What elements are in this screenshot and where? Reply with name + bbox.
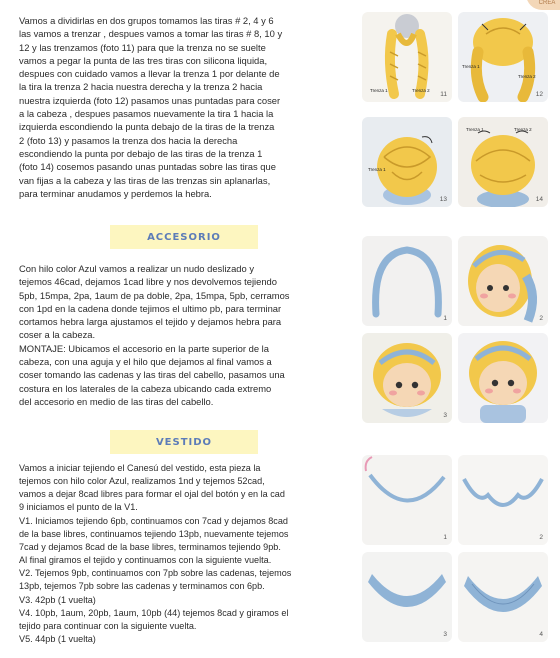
text-line: la tira la trenza 2 hacia nuestra derecha y la trenza 2 hacia	[19, 81, 263, 93]
photo-number: 13	[439, 196, 447, 203]
braid-illustration-icon	[458, 12, 548, 102]
photo-vestido-3	[362, 552, 452, 642]
photo-13-braid-bun	[362, 117, 452, 207]
braid-bun-icon	[362, 117, 452, 207]
text-line: despues con cuidado vamos a llevar la trenza 1 por delante de	[19, 68, 280, 80]
text-line: van fijas a la cabeza y las tiras de las trenzas sin aplanarlas,	[19, 174, 271, 186]
text-line: del accesorio en medio de las tiras del cabello.	[19, 395, 214, 407]
text-line: tejemos con hilo color Azul, realizamos 1nd y tejemos 52cad,	[19, 476, 265, 487]
photo-number: 12	[535, 91, 543, 98]
text-line: V1. Iniciamos tejiendo 6pb, continuamos con 7cad y dejamos 8cad	[19, 515, 288, 526]
vestido-paragraph	[19, 462, 354, 646]
yoke-chain-icon	[458, 455, 548, 545]
text-line: tejido para continuar con la siguiente vuelta.	[19, 620, 197, 631]
text-line: tejemos 46cad, dejamos 1cad libre y nos devolvemos tejiendo	[19, 276, 277, 288]
photo-vestido-4	[458, 552, 548, 642]
text-line: izquierda escondiendo la punta debajo de la tiras de la trenza	[19, 121, 275, 133]
photo-tag: Trenza 1	[466, 127, 484, 132]
intro-paragraph	[19, 14, 354, 200]
text-line: V3. 42pb (1 vuelta)	[19, 594, 96, 605]
text-line: escondiendo la punta por debajo de las tiras de la trenza 1	[19, 147, 263, 159]
photo-14-braid-finished	[458, 117, 548, 207]
photo-accesorio-4	[458, 333, 548, 423]
photo-vestido-2	[458, 455, 548, 545]
text-line: nuestra izquierda (foto 12) pasamos unas puntadas para coser	[19, 94, 281, 106]
text-line: a la cabeza , despues pasamos nuevamente la tira 1 hacia la	[19, 108, 274, 120]
photo-tag: Trenza 1	[370, 88, 388, 93]
photo-tag: Trenza 2	[518, 74, 536, 79]
photo-tag: Trenza 1	[462, 64, 480, 69]
headband-icon	[362, 236, 452, 326]
text-line: costura en los laterales de la cabeza ubicando cada extremo	[19, 382, 272, 394]
yoke-piece-icon	[458, 552, 548, 642]
photo-number: 4	[539, 631, 543, 638]
photo-number: 11	[440, 91, 447, 98]
yoke-chain-icon	[362, 455, 452, 545]
text-line: V5. 44pb (1 vuelta)	[19, 634, 96, 645]
photo-number: 1	[443, 315, 447, 322]
yoke-piece-icon	[362, 552, 452, 642]
photo-accesorio-2	[458, 236, 548, 326]
text-line: V4. 10pb, 1aum, 20pb, 1aum, 10pb (44) tejemos 8cad y giramos el	[19, 607, 289, 618]
section-title-accesorio: ACCESORIO	[110, 225, 258, 249]
doll-head-icon	[458, 236, 548, 326]
text-line: para terminar anudamos y perdemos la hebra.	[19, 187, 212, 199]
photo-12-braids-crossed	[458, 12, 548, 102]
photo-tag: Trenza 2	[412, 88, 430, 93]
text-line: 13pb, tejemos 7pb sobre las cadenas y terminamos con 6pb.	[19, 581, 265, 592]
photo-11-braids	[362, 12, 452, 102]
text-line: vamos a pegar la punta de las tres tiras con silicona liquida,	[19, 54, 268, 66]
text-line: 5pb, 15mpa, 2pa, 1aum de pa doble, 2pa, 15mpa, 5pb, cerramos	[19, 289, 290, 301]
photo-number: 2	[539, 534, 543, 541]
text-line: 9 iniciamos el punto de la V1.	[19, 502, 138, 513]
text-line: Al final giramos el tejido y continuamos con la siguiente vuelta.	[19, 555, 272, 566]
text-line: vamos a dejar 8cad libres para formar el ojal del botón y en la cad	[19, 489, 285, 500]
photo-vestido-1	[362, 455, 452, 545]
photo-number: 3	[443, 412, 447, 419]
photo-number: 3	[443, 631, 447, 638]
doll-head-icon	[458, 333, 548, 423]
photo-tag: Trenza 1	[368, 167, 386, 172]
text-line: con 1pd en la cadena donde tejimos el ultimo pb, para terminar	[19, 302, 282, 314]
text-line: coser a la cabeza.	[19, 329, 96, 341]
text-line: V2. Tejemos 9pb, continuamos con 7pb sobre las cadenas, tejemos	[19, 568, 292, 579]
section-title-vestido: VESTIDO	[110, 430, 258, 454]
text-line: Vamos a iniciar tejiendo el Canesú del vestido, esta pieza la	[19, 463, 261, 473]
text-line: las vamos a trenzar , despues vamos a tomar las tiras # 8, 10 y	[19, 28, 283, 40]
text-line: de la base libres, continuamos tejiendo 13pb, nuevamente tejemos	[19, 528, 289, 539]
text-line: 12 y las trenzamos (foto 11) para que la trenza no se suelte	[19, 41, 266, 53]
text-line: MONTAJE: Ubicamos el accesorio en la parte superior de la	[19, 342, 269, 354]
photo-number: 2	[539, 315, 543, 322]
photo-number: 14	[535, 196, 543, 203]
photo-number: 1	[443, 534, 447, 541]
text-line: cabeza, con una aguja y el hilo que dejamos al final vamos a	[19, 356, 272, 368]
photo-tag: Trenza 2	[514, 127, 532, 132]
text-line: Vamos a dividirlas en dos grupos tomamos las tiras # 2, 4 y 6	[19, 15, 274, 26]
text-line: 7cad y dejamos 8cad de la base libres, terminamos tejiendo 9pb.	[19, 541, 281, 552]
doll-head-icon	[362, 333, 452, 423]
text-line: coser tomando las cadenas y las tiras del cabello, pasamos una	[19, 369, 285, 381]
text-line: cortamos hebra larga ajustamos el tejido y dejamos hebra para	[19, 316, 282, 328]
corner-logo: CREA	[526, 0, 560, 10]
accesorio-paragraph	[19, 262, 354, 408]
text-line: (foto 14) cosemos pasando unas puntadas sobre las tiras que	[19, 161, 276, 173]
photo-accesorio-3	[362, 333, 452, 423]
photo-accesorio-1	[362, 236, 452, 326]
text-line: Con hilo color Azul vamos a realizar un nudo deslizado y	[19, 263, 255, 274]
text-line: 2 (foto 13) y pasamos la trenza dos hacia la derecha	[19, 134, 238, 146]
